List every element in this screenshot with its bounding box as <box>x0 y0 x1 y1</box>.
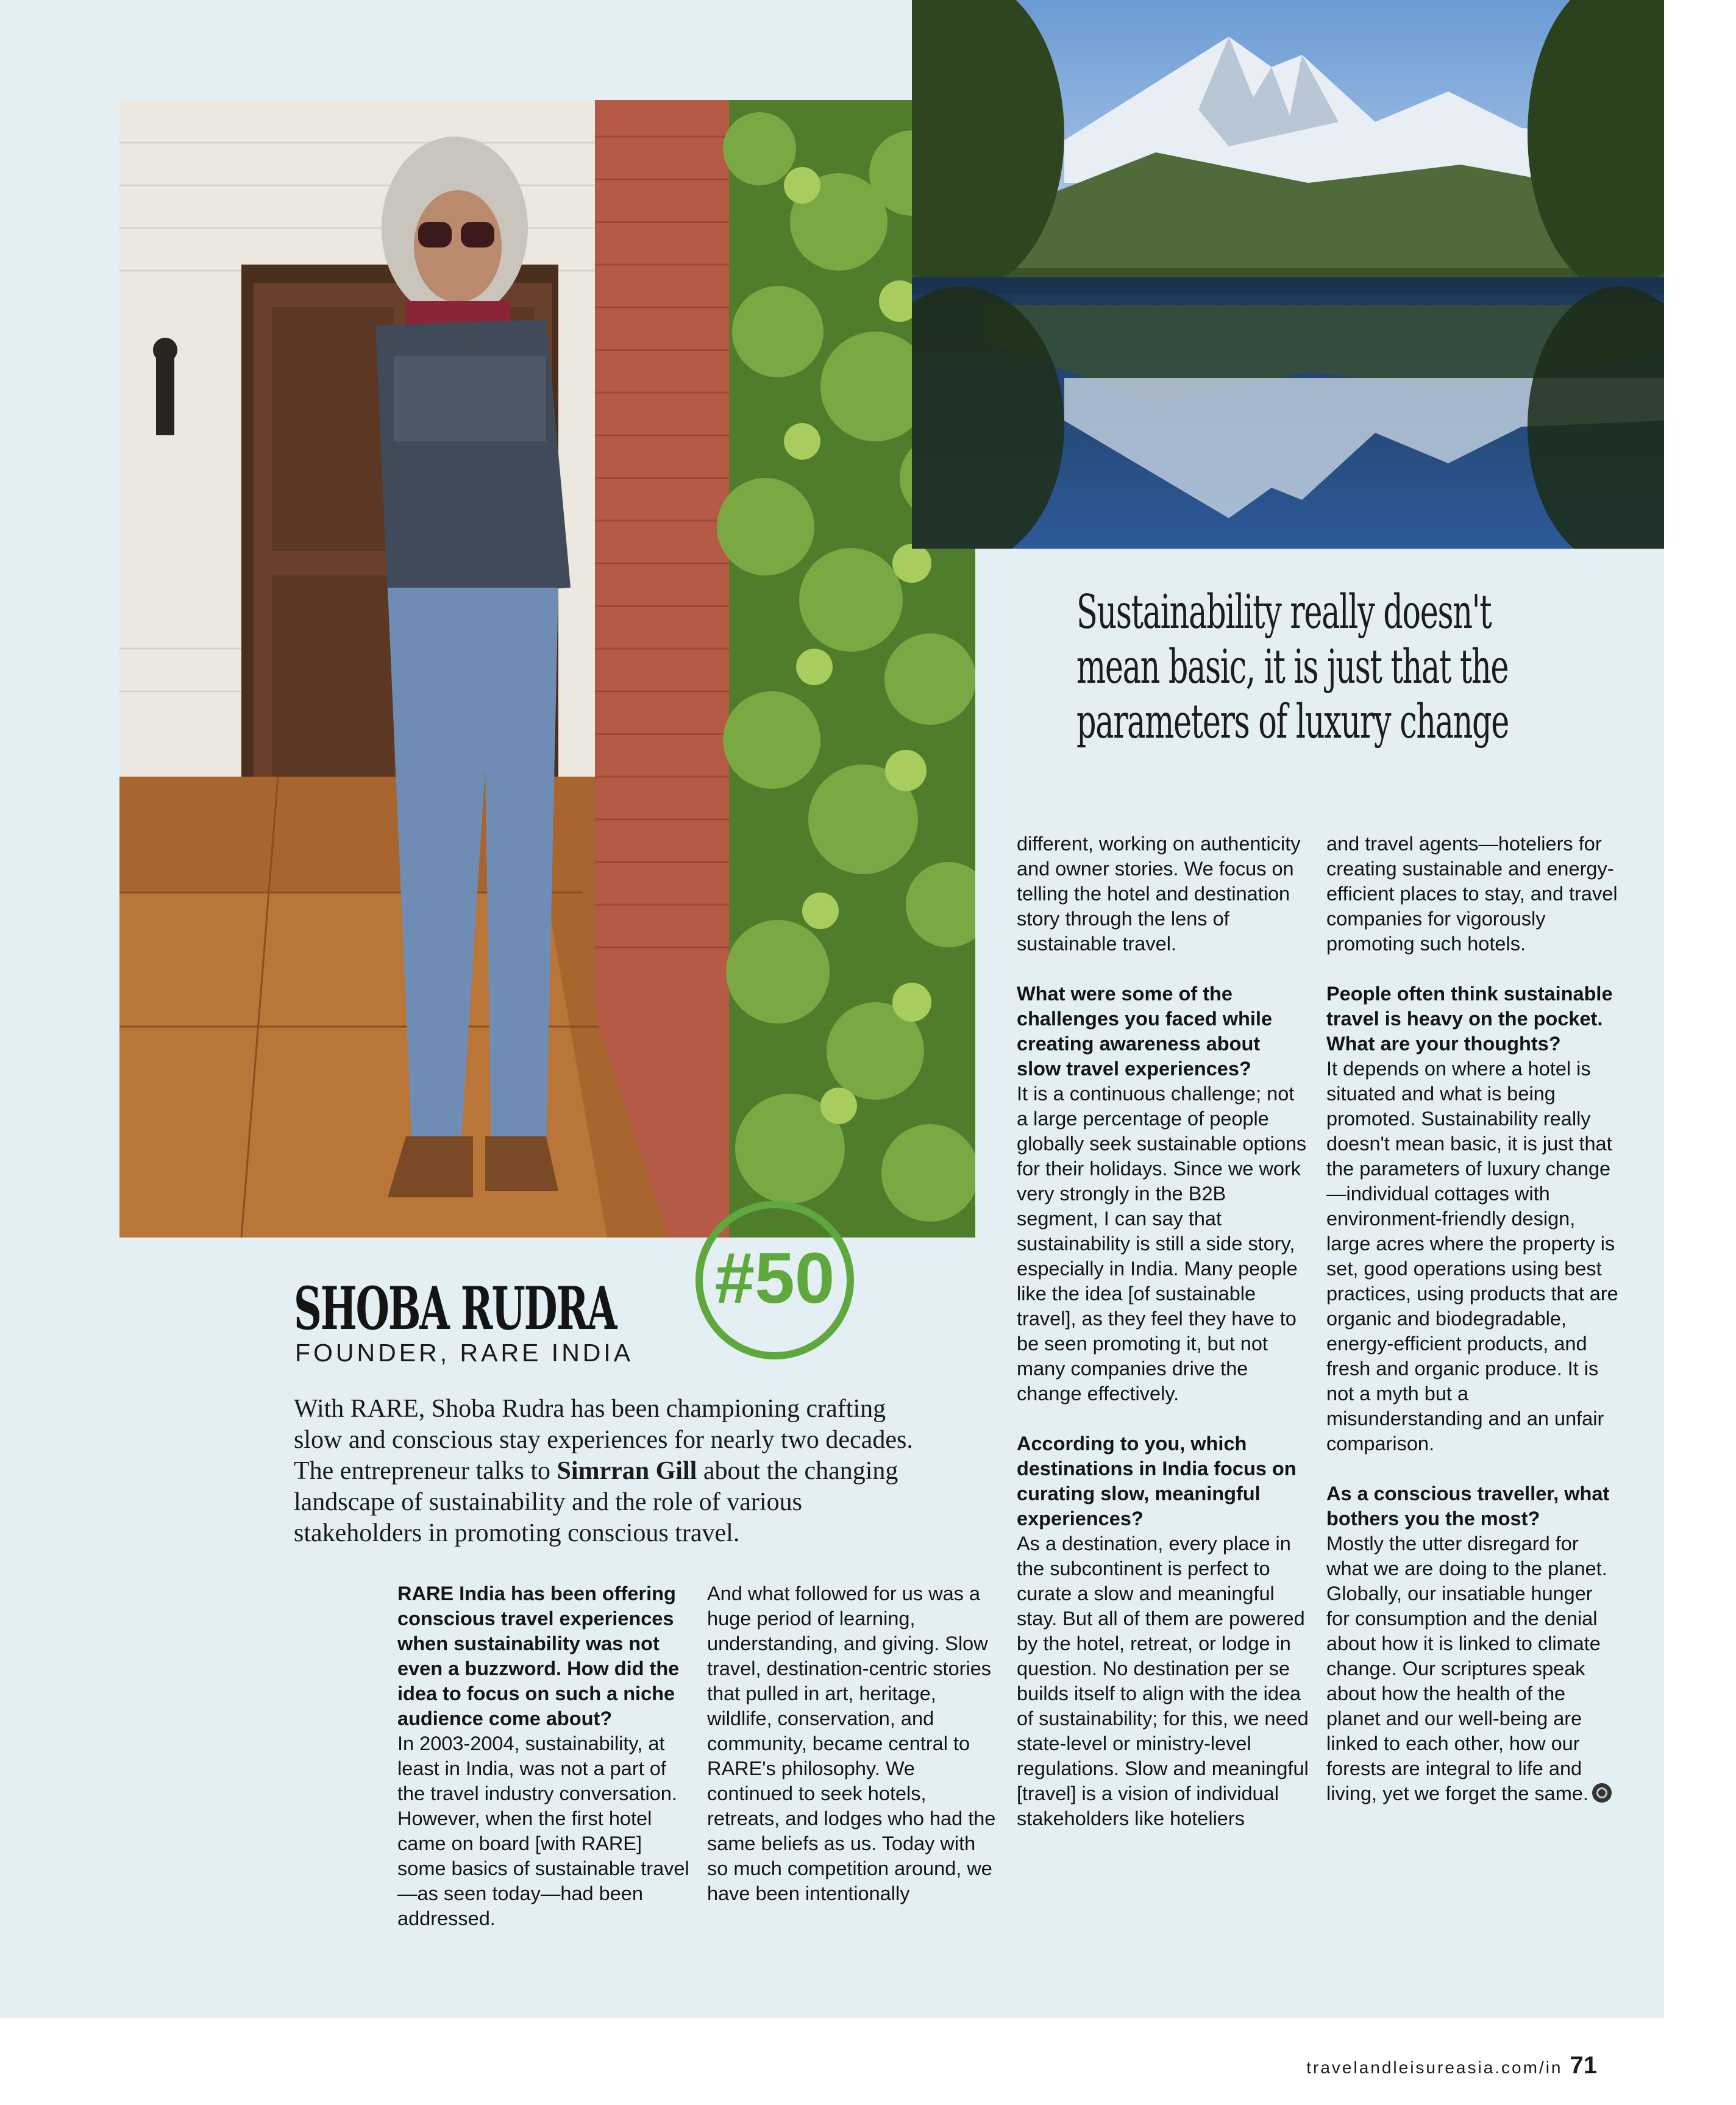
text-column-3 <box>1017 832 1309 1831</box>
answer-1: In 2003-2004, sustainability, at least in India, was not a part of the travel industry conversation. However, when the first hotel came on board [with RARE] some basics of sustainable travel—as seen today—had been addressed. <box>397 1733 689 1929</box>
text-column-1 <box>397 1581 690 1931</box>
author-name: Simrran Gill <box>557 1457 697 1485</box>
answer-1-continued: And what followed for us was a huge period of learning, understanding, and giving. Slow travel, destination-centric stories that pulled in art, heritage, wildlife, conservation, and community, became central to RARE's philosophy. We continued to seek hotels, retreats, and lodges who had the same beliefs as us. Today with so much competition around, we have been intentionally <box>707 1583 996 1904</box>
footer-url: travelandleisureasia.com/in <box>1306 2058 1563 2077</box>
end-of-article-icon <box>1592 1783 1612 1803</box>
answer-3: As a destination, every place in the subcontinent is perfect to curate a slow and meaningful stay. But all of them are powered by the hotel, retreat, or lodge in question. No destination per se builds itself to align with the idea of sustainability; for this, we need state-level or ministry-level regulations. Slow and meaningful [travel] is a vision of individual stakeholders like hoteliers <box>1017 1533 1309 1829</box>
intro-paragraph <box>294 1394 916 1549</box>
pull-quote: Sustainability really doesn't mean basic, it is just that the parameters of luxury change <box>1076 585 1509 749</box>
answer-5-text: Mostly the utter disregard for what we are doing to the planet. Globally, our insatiable hunger for consumption and the denial about how it is linked to climate change. Our scriptures speak about how the health of the planet and our well-being are linked to each other, how our forests are integral to life and living, yet we forget the same. <box>1326 1533 1607 1804</box>
answer-5 <box>1326 1531 1619 1806</box>
rank-badge-label: #50 <box>714 1238 835 1319</box>
page-number: 71 <box>1570 2052 1597 2079</box>
question-2: What were some of the challenges you faced while creating awareness about slow travel experiences? <box>1017 983 1273 1080</box>
question-4: People often think sustainable travel is heavy on the pocket. What are your thoughts? <box>1326 983 1613 1055</box>
profile-name: SHOBA RUDRA <box>294 1274 616 1343</box>
landscape-photo <box>912 0 1664 549</box>
portrait-photo <box>119 100 975 1238</box>
answer-4: It depends on where a hotel is situated and what is being promoted. Sustainability really doesn't mean basic, it is just that the parameters of luxury change—individual cottages with environment-friendly design, large acres where the property is set, good operations using best practices, using products that are organic and biodegradable, energy-efficient products, and fresh and organic produce. It is not a myth but a misunderstanding and an unfair comparison. <box>1326 1058 1618 1455</box>
answer-2: It is a continuous challenge; not a large percentage of people globally seek sustainable options for their holidays. Since we work very strongly in the B2B segment, I can say that sustainability is still a side story, especially in India. Many people like the idea [of sustainable travel], as they feel they have to be seen promoting it, but not many companies drive the change effectively. <box>1017 1083 1307 1405</box>
intro-text-start: With RARE, Shoba Rudra has been championing crafting slow and conscious stay experiences for nearly two decades. The entrepreneur talks to <box>294 1395 913 1485</box>
question-1: RARE India has been offering conscious travel experiences when sustainability was not even a buzzword. How did the idea to focus on such a niche audience come about? <box>397 1583 680 1729</box>
text-column-2 <box>707 1581 1000 1906</box>
text-column-4 <box>1326 832 1619 1806</box>
question-3: According to you, which destinations in India focus on curating slow, meaningful experiences? <box>1017 1433 1297 1530</box>
question-5: As a conscious traveller, what bothers you the most? <box>1326 1483 1610 1530</box>
answer-3-end: and travel agents—hoteliers for creating sustainable and energy-efficient places to stay, and travel companies for vigorously promoting such hotels. <box>1326 833 1618 955</box>
page-footer <box>1306 2052 1597 2079</box>
answer-1-end: different, working on authenticity and owner stories. We focus on telling the hotel and destination story through the lens of sustainable travel. <box>1017 833 1301 955</box>
intro-text-end: about the changing landscape of sustainability and the role of various stakeholders in promoting conscious travel. <box>294 1457 898 1547</box>
profile-role: FOUNDER, RARE INDIA <box>295 1339 634 1367</box>
rank-badge <box>692 1198 857 1362</box>
